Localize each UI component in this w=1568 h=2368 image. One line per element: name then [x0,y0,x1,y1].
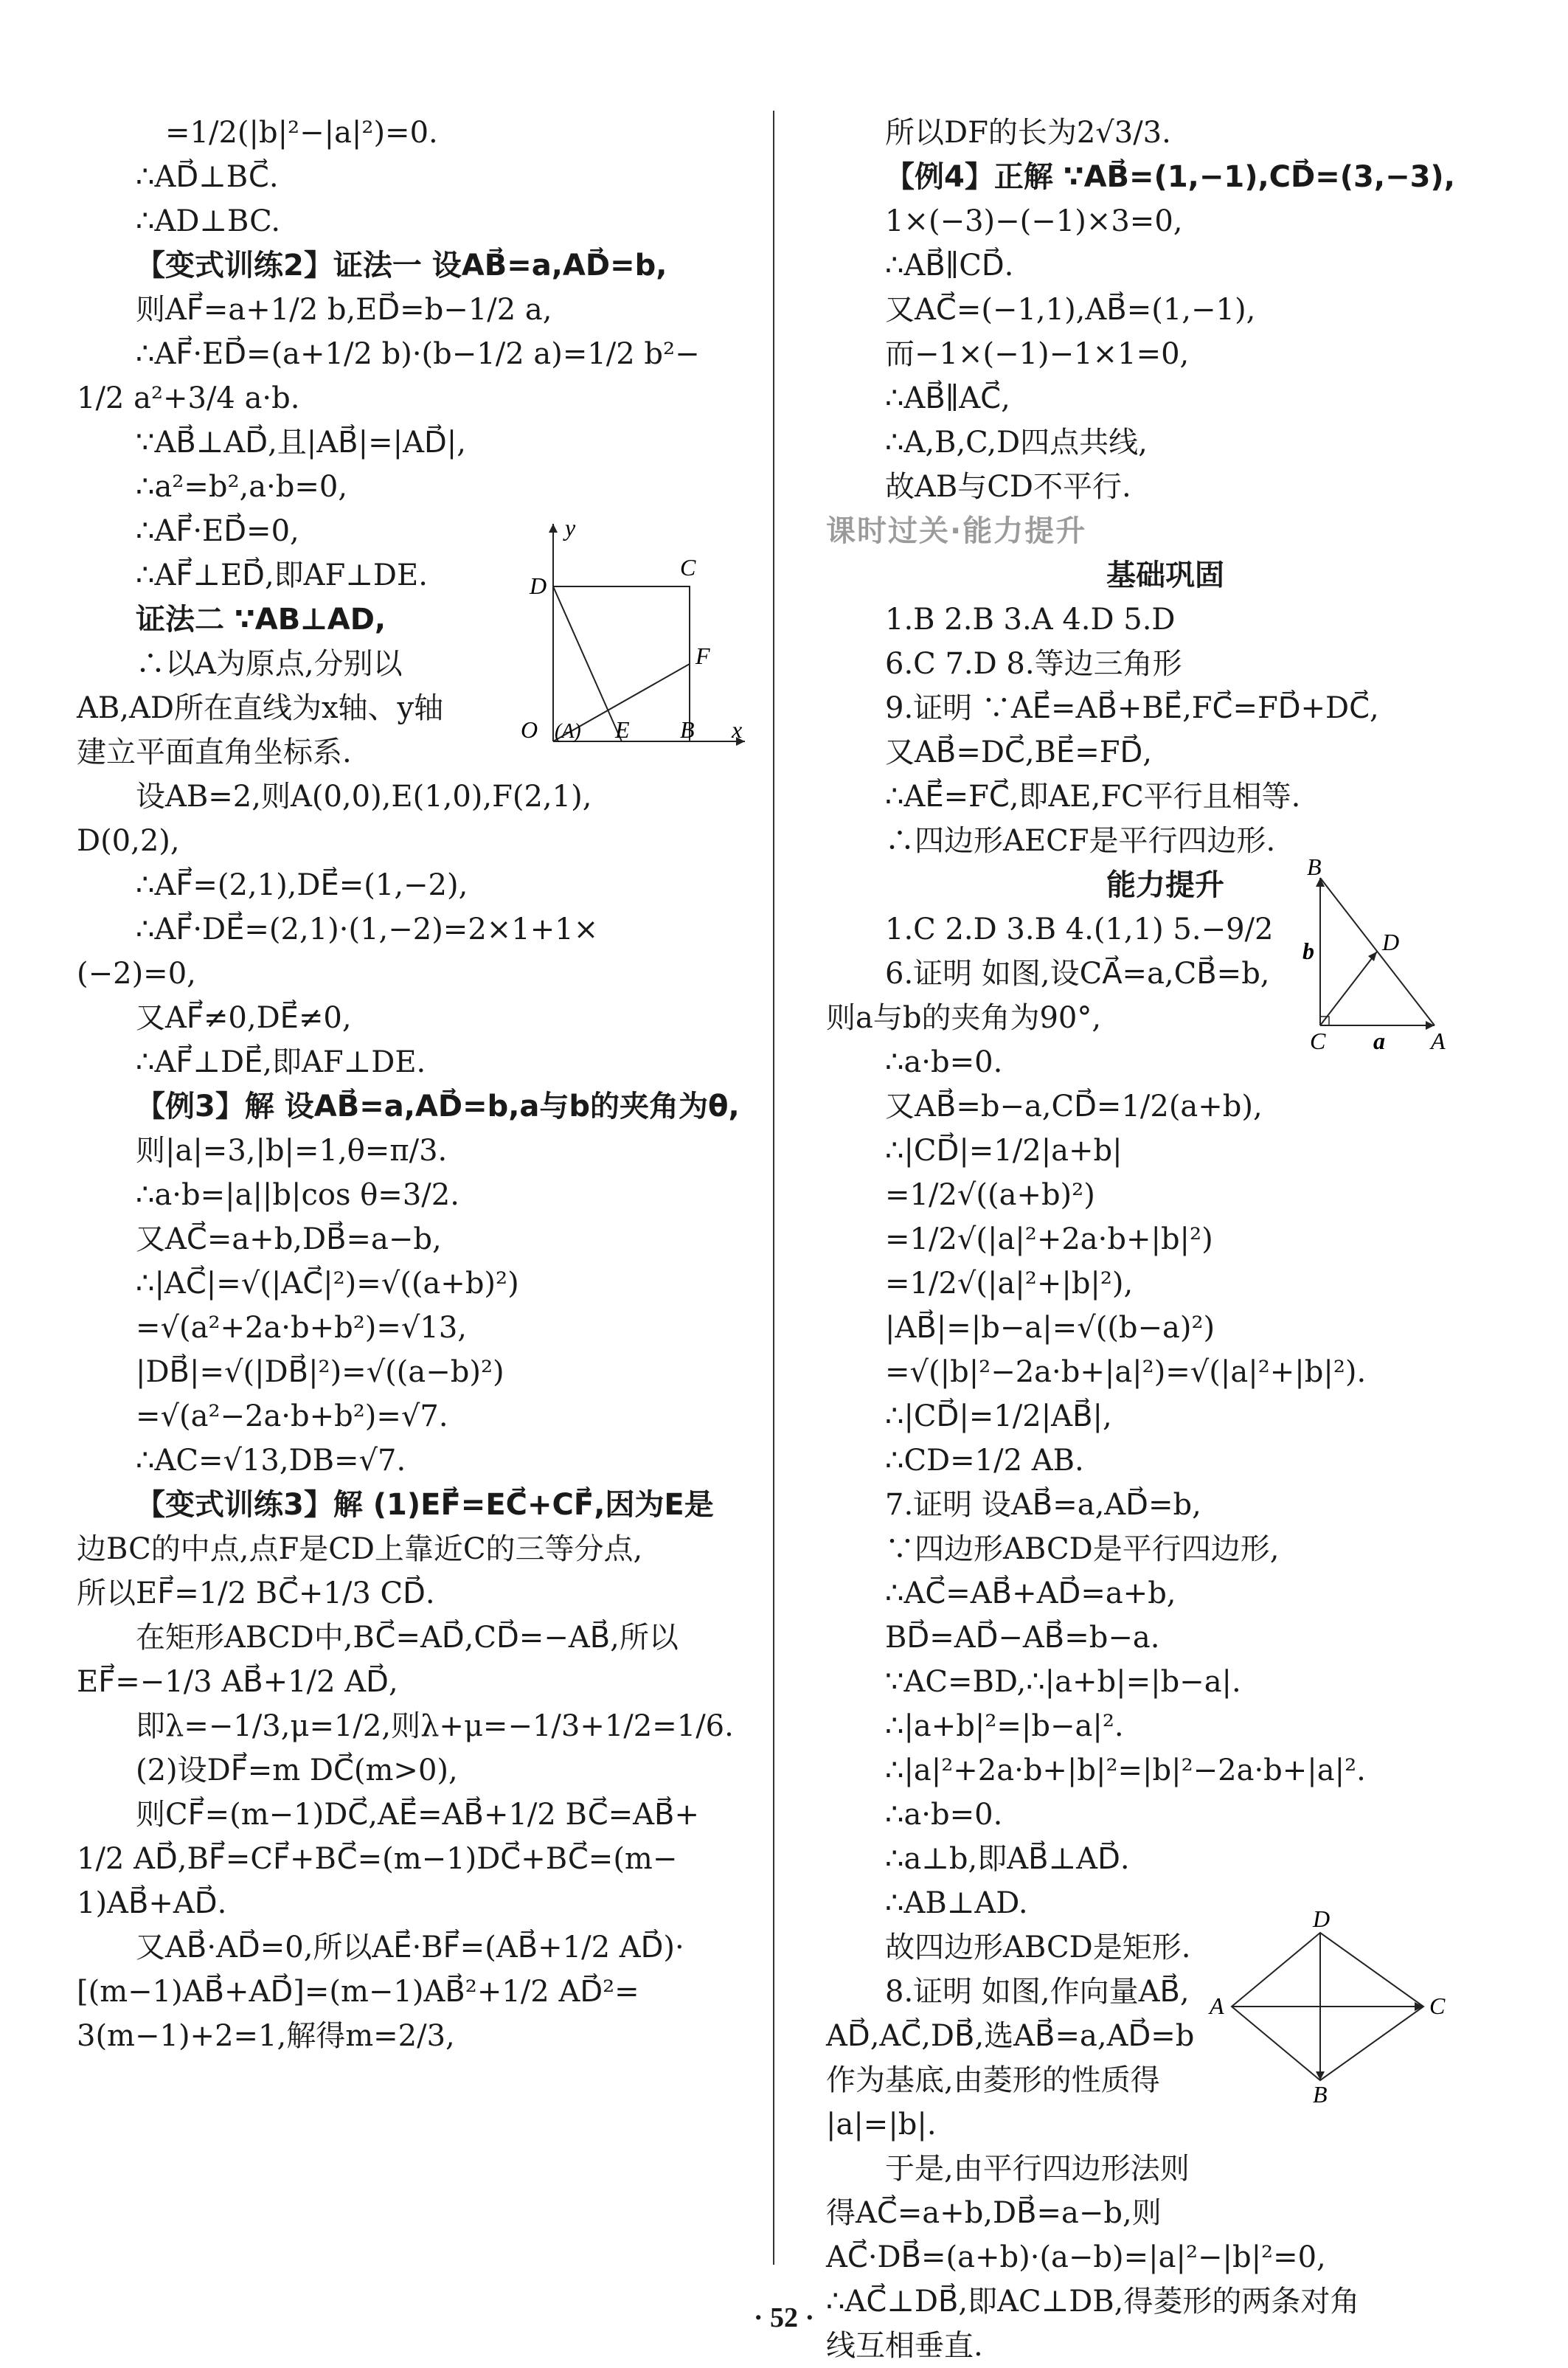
text-line: ∵AB⃗⊥AD⃗,且|AB⃗|=|AD⃗|, [136,426,466,460]
text-line: ∴AF⃗⊥DE⃗,即AF⊥DE. [136,1045,426,1079]
text-line: ∴AD⃗⊥BC⃗. [136,160,279,194]
section-heading: 【例3】解 设AB⃗=a,AD⃗=b,a与b的夹角为θ, [136,1090,740,1124]
fig1-label: E [615,716,630,743]
text-line: ∴四边形AECF是平行四边形. [885,824,1276,858]
text-line: ∴AC⃗=AB⃗+AD⃗=a+b, [885,1576,1176,1610]
text-line: 又AB⃗·AD⃗=0,所以AE⃗·BF⃗=(AB⃗+1/2 AD⃗)· [136,1931,684,1964]
text-line: AD⃗,AC⃗,DB⃗,选AB⃗=a,AD⃗=b [826,2019,1195,2053]
text-line: =√(|b|²−2a·b+|a|²)=√(|a|²+|b|²). [885,1355,1367,1389]
fig1-label: y [565,516,576,541]
text-line: 所以DF的长为2√3/3. [885,116,1171,150]
text-line: EF⃗=−1/3 AB⃗+1/2 AD⃗, [77,1665,398,1699]
page-number: · 52 · [753,2302,815,2333]
fig2-label: A [1431,1028,1446,1054]
text-line: ∴a·b=0. [885,1798,1003,1832]
section-heading: 【变式训练3】解 (1)EF⃗=EC⃗+CF⃗,因为E是 [136,1488,714,1522]
subsection-title: 基础巩固 [1106,558,1224,592]
text-line: ∴AD⊥BC. [136,204,281,238]
fig2-label: C [1310,1028,1326,1054]
text-line: 而−1×(−1)−1×1=0, [885,337,1190,371]
text-line: 6.证明 如图,设CA⃗=a,CB⃗=b, [885,957,1270,991]
text-line: 线互相垂直. [826,2329,983,2363]
text-line: ∴A,B,C,D四点共线, [885,426,1148,460]
text-line: (2)设DF⃗=m DC⃗(m>0), [136,1754,458,1787]
text-line: |DB⃗|=√(|DB⃗|²)=√((a−b)²) [136,1355,504,1389]
answer-line: 1.C 2.D 3.B 4.(1,1) 5.−9/2 [885,913,1274,946]
text-line: 1×(−3)−(−1)×3=0, [885,204,1183,238]
text-line: [(m−1)AB⃗+AD⃗]=(m−1)AB⃗²+1/2 AD⃗²= [77,1975,639,2009]
text-line: 8.证明 如图,作向量AB⃗, [885,1975,1190,2009]
text-line: 9.证明 ∵AE⃗=AB⃗+BE⃗,FC⃗=FD⃗+DC⃗, [885,691,1379,725]
text-line: D(0,2), [77,824,180,858]
text-line: ∴a⊥b,即AB⃗⊥AD⃗. [885,1842,1130,1876]
text-line: ∴AE⃗=FC⃗,即AE,FC平行且相等. [885,780,1301,814]
text-line: 1/2 a²+3/4 a·b. [77,381,300,415]
fig1-label: B [680,716,695,743]
text-line: 1/2 AD⃗,BF⃗=CF⃗+BC⃗=(m−1)DC⃗+BC⃗=(m− [77,1842,678,1876]
text-line: ∴AF⃗⊥ED⃗,即AF⊥DE. [136,558,428,592]
section-heading: 【例4】正解 ∵AB⃗=(1,−1),CD⃗=(3,−3), [885,160,1455,194]
text-line: =√(a²+2a·b+b²)=√13, [136,1311,468,1345]
fig2-label: b [1302,938,1314,964]
text-line: 在矩形ABCD中,BC⃗=AD⃗,CD⃗=−AB⃗,所以 [136,1621,679,1655]
text-line: 则AF⃗=a+1/2 b,ED⃗=b−1/2 a, [136,293,552,327]
fig1-label: F [695,643,710,669]
text-line: (−2)=0, [77,957,196,991]
text-line: 又AC⃗=a+b,DB⃗=a−b, [136,1222,442,1256]
text-line: BD⃗=AD⃗−AB⃗=b−a. [885,1621,1160,1655]
fig1-label: O [521,716,538,743]
text-line: ∴a·b=|a||b|cos θ=3/2. [136,1178,459,1212]
column-divider [773,111,774,2265]
section-heading: 证法二 ∵AB⊥AD, [136,603,386,637]
left-column [77,111,755,2058]
text-line: ∴|CD⃗|=1/2|a+b| [885,1134,1123,1168]
text-line: ∴AB⃗∥CD⃗. [885,249,1014,283]
fig2-label: D [1382,929,1400,955]
text-line: ∴AF⃗·DE⃗=(2,1)·(1,−2)=2×1+1× [136,913,599,946]
text-line: ∴AB⃗∥AC⃗, [885,381,1010,415]
rhombus-figure [1202,1911,1453,2102]
fig2-label: a [1373,1028,1385,1054]
text-line: 1)AB⃗+AD⃗. [77,1886,227,1920]
text-line: =1/2√(|a|²+|b|²), [885,1267,1134,1301]
text-line: 又AF⃗≠0,DE⃗≠0, [136,1001,352,1035]
text-line: 7.证明 设AB⃗=a,AD⃗=b, [885,1488,1201,1522]
text-line: |a|=|b|. [826,2108,937,2142]
text-line: AB,AD所在直线为x轴、y轴 [77,691,444,725]
text-line: ∴AC=√13,DB=√7. [136,1444,406,1478]
fig3-label: B [1313,2081,1328,2102]
fig3-label: C [1429,1993,1446,2019]
text-line: 故四边形ABCD是矩形. [885,1931,1191,1964]
text-line: =1/2√(|a|²+2a·b+|b|²) [885,1222,1213,1256]
text-line: =1/2(|b|²−|a|²)=0. [165,116,438,150]
text-line: ∴a²=b²,a·b=0, [136,470,348,504]
text-line: 又AC⃗=(−1,1),AB⃗=(1,−1), [885,293,1256,327]
section-tag: 课时过关·能力提升 [826,514,1087,548]
fig3-label: D [1313,1911,1331,1932]
text-line: 又AB⃗=b−a,CD⃗=1/2(a+b), [885,1090,1263,1124]
text-line: 设AB=2,则A(0,0),E(1,0),F(2,1), [136,780,592,814]
text-line: ∵四边形ABCD是平行四边形, [885,1532,1280,1566]
text-line: 又AB⃗=DC⃗,BE⃗=FD⃗, [885,735,1153,769]
text-line: 则a与b的夹角为90°, [826,1001,1102,1035]
answer-line: 1.B 2.B 3.A 4.D 5.D [885,603,1176,637]
fig1-label: (A) [555,720,581,743]
text-line: 3(m−1)+2=1,解得m=2/3, [77,2019,455,2053]
text-line: ∴|AC⃗|=√(|AC⃗|²)=√((a+b)²) [136,1267,519,1301]
text-line: ∴AC⃗⊥DB⃗,即AC⊥DB,得菱形的两条对角 [826,2285,1360,2319]
text-line: 即λ=−1/3,μ=1/2,则λ+μ=−1/3+1/2=1/6. [136,1709,734,1743]
fig2-label: B [1307,856,1322,880]
text-line: ∴AB⊥AD. [885,1886,1028,1920]
subsection-title: 能力提升 [1106,868,1224,902]
text-line: ∴CD=1/2 AB. [885,1444,1084,1478]
text-line: =√(a²−2a·b+b²)=√7. [136,1399,448,1433]
section-heading: 【变式训练2】证法一 设AB⃗=a,AD⃗=b, [136,249,667,283]
fig1-label: x [732,716,743,743]
text-line: |AB⃗|=|b−a|=√((b−a)²) [885,1311,1215,1345]
text-line: 得AC⃗=a+b,DB⃗=a−b,则 [826,2196,1162,2230]
text-line: ∴以A为原点,分别以 [136,647,403,681]
text-line: ∵AC=BD,∴|a+b|=|b−a|. [885,1665,1241,1699]
text-line: ∴AF⃗·ED⃗=(a+1/2 b)·(b−1/2 a)=1/2 b²− [136,337,700,371]
square-coordinate-figure [516,516,752,760]
text-line: ∴AF⃗=(2,1),DE⃗=(1,−2), [136,868,468,902]
text-line: ∴AF⃗·ED⃗=0, [136,514,299,548]
text-line: =1/2√((a+b)²) [885,1178,1095,1212]
text-line: ∴|a|²+2a·b+|b|²=|b|²−2a·b+|a|². [885,1754,1366,1787]
fig3-label: A [1210,1993,1224,2019]
text-line: 则CF⃗=(m−1)DC⃗,AE⃗=AB⃗+1/2 BC⃗=AB⃗+ [136,1798,699,1832]
fig1-label: C [680,554,696,581]
text-line: 作为基底,由菱形的性质得 [826,2063,1160,2097]
text-line: ∴|a+b|²=|b−a|². [885,1709,1124,1743]
text-line: 故AB与CD不平行. [885,470,1131,504]
text-line: 边BC的中点,点F是CD上靠近C的三等分点, [77,1532,643,1566]
fig1-label: D [530,572,547,599]
text-line: AC⃗·DB⃗=(a+b)·(a−b)=|a|²−|b|²=0, [826,2240,1326,2274]
text-line: 所以EF⃗=1/2 BC⃗+1/3 CD⃗. [77,1576,435,1610]
answer-line: 6.C 7.D 8.等边三角形 [885,647,1182,681]
right-triangle-figure [1291,856,1453,1055]
text-line: ∴|CD⃗|=1/2|AB⃗|, [885,1399,1112,1433]
text-line: 建立平面直角坐标系. [77,735,352,769]
text-line: 于是,由平行四边形法则 [885,2152,1190,2186]
text-line: ∴a·b=0. [885,1045,1003,1079]
text-line: 则|a|=3,|b|=1,θ=π/3. [136,1134,448,1168]
